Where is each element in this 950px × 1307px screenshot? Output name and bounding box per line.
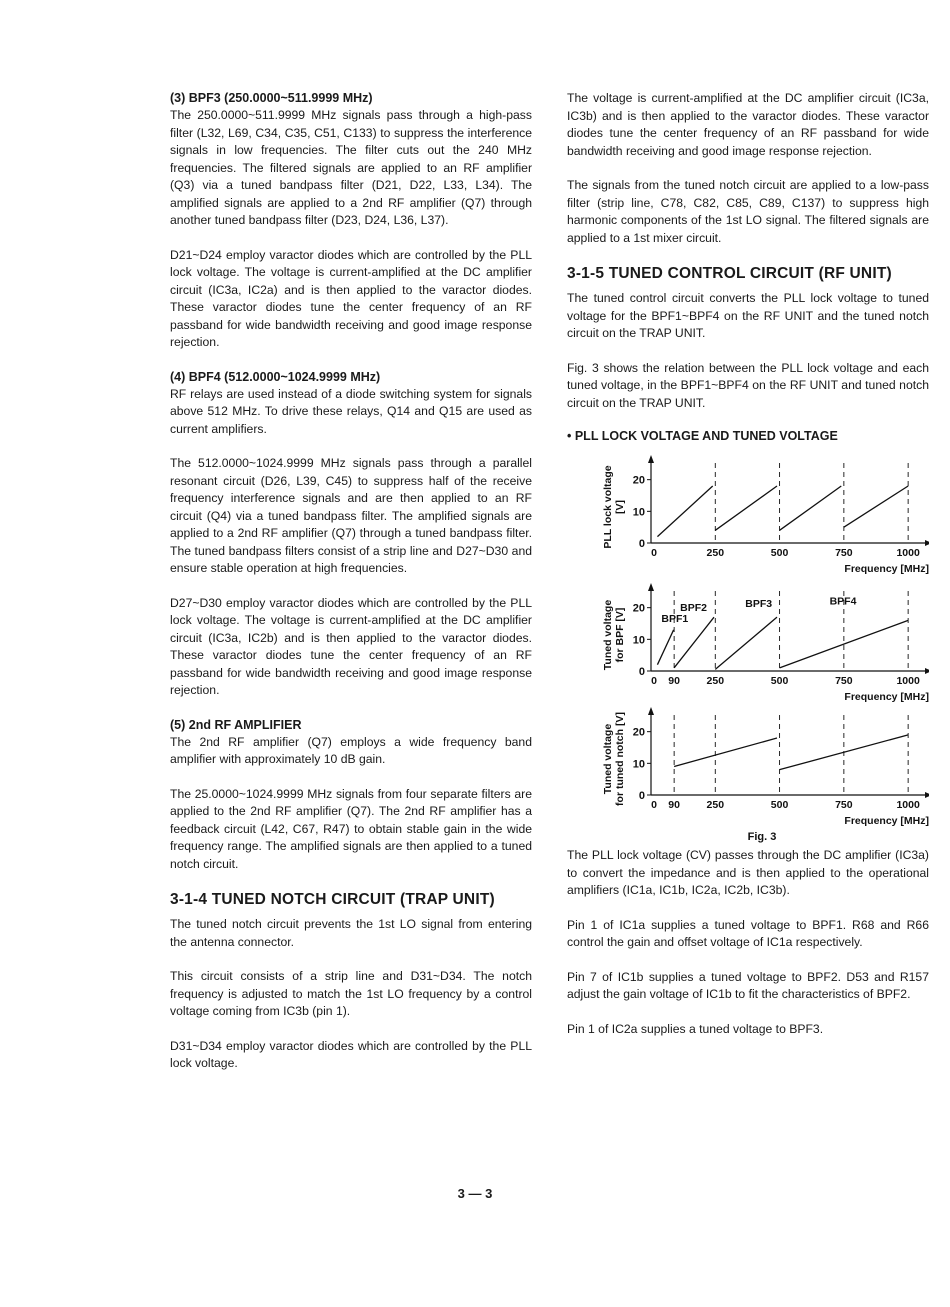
chart-1-series-label-bpf2: BPF2 (680, 602, 707, 615)
bpf4-paragraph-2: The 512.0000~1024.9999 MHz signals pass through a parallel resonant circuit (D26, L39, C45) to suppress half of the receive frequency interference signals and are then applied to an RF circuit (Q4) via a tuned bandpass filter. The amplified signals are applied to a 2nd RF amplifier (Q7) through a tuned bandpass filter. The tuned bandpass filters consist of a strip line and D27~D30 and ensure stable operation at high frequencies. (170, 456, 532, 575)
chart-0-y-tick-label-10: 10 (632, 506, 645, 519)
chart-2-y-label: Tuned voltagefor tuned notch [V] (602, 712, 626, 806)
rf2-paragraph-2: The 25.0000~1024.9999 MHz signals from four separate filters are applied to the 2nd RF amplifier (Q7). The 2nd RF amplifier has a feedback circuit (L42, C67, R47) to obtain stable gain in the wide frequency range. The amplified signals are then applied to a tuned notch circuit. (170, 786, 532, 871)
chart-1-series-label-bpf4: BPF4 (829, 595, 857, 608)
chart-1-x-tick-label-0: 0 (651, 675, 657, 687)
chart-1-y-tick-label-10: 10 (632, 634, 645, 647)
right-paragraph-6: Pin 1 of IC1a supplies a tuned voltage to BPF1. R68 and R66 control the gain and offset voltage of IC1a respectively. (567, 917, 929, 949)
chart-1-x-tick-label-250: 250 (706, 675, 725, 687)
chart-2-y-arrow (648, 707, 654, 715)
chart-0-series-3 (844, 486, 908, 527)
chart-2-y-tick-label-10: 10 (632, 758, 645, 771)
figure-3-charts (567, 447, 929, 847)
chart-0-x-tick-label-500: 500 (770, 547, 789, 559)
chart-0-series-0 (657, 486, 712, 537)
chart-2-x-tick-label-750: 750 (835, 799, 853, 811)
right-paragraph-3: The tuned control circuit converts the PLL lock voltage to tuned voltage for the BPF1~BPF4 on the RF UNIT and the tuned notch circuit on the TRAP UNIT. (567, 291, 929, 340)
figure-heading: • PLL LOCK VOLTAGE AND TUNED VOLTAGE (567, 429, 838, 443)
bpf3-paragraph-1: The 250.0000~511.9999 MHz signals pass through a high-pass filter (L32, L69, C34, C35, C51, C133) to suppress the interference signals in low frequencies. The filter cuts out the 240 MHz frequencies. The filtered signals are applied to an RF amplifier (Q3) via a tuned bandpass filter (D21, D22, L33, L34). The amplified signals are applied to a 2nd RF amplifier (Q7) through another tuned bandpass filter (D23, D24, L36, L37). (170, 108, 532, 227)
chart-2-x-tick-label-1000: 1000 (896, 799, 920, 811)
chart-1-y-tick-label-20: 20 (632, 602, 645, 615)
chart-1-x-arrow (925, 668, 929, 674)
bpf3-paragraph-2: D21~D24 employ varactor diodes which are controlled by the PLL lock voltage. The voltage is current-amplified at the DC amplifier circuit (IC3a, IC2a) and is then applied to the varactor diodes. These varactor diodes tune the center frequency of an RF passband for wide bandwidth receiving and good image response rejection. (170, 247, 532, 349)
chart-0-y-tick-label-20: 20 (632, 474, 645, 487)
chart-1-x-tick-label-90: 90 (668, 675, 680, 687)
chart-1-series-label-bpf3: BPF3 (745, 598, 773, 611)
chart-2-x-tick-label-250: 250 (706, 799, 725, 811)
right-paragraph-1: The voltage is current-amplified at the DC amplifier circuit (IC3a, IC3b) and is then applied to the varactor diodes. These varactor diodes tune the center frequency of an RF passband for wide bandwidth receiving and good image response rejection. (567, 91, 929, 158)
chart-0-y-tick-label-0: 0 (638, 538, 645, 550)
chart-2-x-arrow (925, 792, 929, 798)
chart-0-y-arrow (648, 455, 654, 463)
bpf4-paragraph-1: RF relays are used instead of a diode switching system for signals above 512 MHz. To drive these relays, Q14 and Q15 are used as current amplifiers. (170, 386, 532, 436)
chart-1-series-2 (715, 617, 777, 669)
right-paragraph-8: Pin 1 of IC2a supplies a tuned voltage to BPF3. (567, 1021, 824, 1036)
figure-3 (567, 447, 929, 847)
notch-paragraph-3: D31~D34 employ varactor diodes which are controlled by the PLL lock voltage. (170, 1038, 532, 1070)
chart-1-x-label: Frequency [MHz] (844, 691, 929, 703)
rf2-paragraph-1: The 2nd RF amplifier (Q7) employs a wide frequency band amplifier with approximately 10 dB gain. (170, 734, 532, 766)
chart-2-y-tick-label-20: 20 (632, 726, 645, 739)
chart-2-x-tick-label-500: 500 (770, 799, 789, 811)
chart-1-x-tick-label-750: 750 (835, 675, 853, 687)
chart-2-series-0 (674, 738, 777, 767)
chart-1-y-label: Tuned voltagefor BPF [V] (602, 599, 626, 671)
right-paragraph-4: Fig. 3 shows the relation between the PLL lock voltage and each tuned voltage, in the BPF1~BPF4 on the RF UNIT and tuned notch circuit on the TRAP UNIT. (567, 360, 929, 410)
tuned-control-heading: 3-1-5 TUNED CONTROL CIRCUIT (RF UNIT) (567, 265, 892, 282)
chart-1-y-tick-label-0: 0 (638, 666, 645, 678)
chart-1-y-arrow (648, 583, 654, 591)
notch-paragraph-1: The tuned notch circuit prevents the 1st LO signal from entering the antenna connector. (170, 917, 532, 949)
left-column (170, 90, 532, 1090)
notch-paragraph-2: This circuit consists of a strip line and D31~D34. The notch frequency is adjusted to match the 1st LO frequency by a control voltage coming from IC3b (pin 1). (170, 969, 532, 1018)
chart-0-x-tick-label-250: 250 (706, 547, 725, 559)
chart-2-x-tick-label-90: 90 (668, 799, 680, 811)
chart-0-y-label: PLL lock voltage[V] (602, 465, 626, 549)
chart-1-series-0 (657, 630, 673, 665)
chart-1-series-label-bpf1: BPF1 (661, 612, 689, 625)
bpf4-paragraph-3: D27~D30 employ varactor diodes which are controlled by the PLL lock voltage. The voltage is current-amplified at the DC amplifier circuit (IC3a, IC2b) and is then applied to the varactor diodes. These varactor diodes tune the center frequency of an RF passband for wide bandwidth receiving and good image response rejection. (170, 595, 532, 697)
chart-0-series-1 (715, 486, 777, 530)
chart-0-x-label: Frequency [MHz] (844, 563, 929, 575)
rf2-heading: (5) 2nd RF AMPLIFIER (170, 717, 302, 732)
right-column (567, 90, 929, 1055)
notch-heading: 3-1-4 TUNED NOTCH CIRCUIT (TRAP UNIT) (170, 891, 495, 908)
chart-2-x-label: Frequency [MHz] (844, 815, 929, 827)
chart-0-x-tick-label-750: 750 (835, 547, 853, 559)
chart-0-x-tick-label-0: 0 (651, 547, 657, 559)
figure-caption: Fig. 3 (747, 831, 777, 843)
page-number: 3 — 3 (457, 1186, 493, 1201)
bpf3-heading: (3) BPF3 (250.0000~511.9999 MHz) (170, 91, 373, 105)
bpf4-heading: (4) BPF4 (512.0000~1024.9999 MHz) (170, 369, 381, 384)
chart-2-x-tick-label-0: 0 (651, 799, 657, 811)
chart-0-x-tick-label-1000: 1000 (896, 547, 920, 559)
right-paragraph-7: Pin 7 of IC1b supplies a tuned voltage to BPF2. D53 and R157 adjust the gain voltage of IC1b to fit the characteristics of BPF2. (567, 969, 929, 1001)
chart-1-x-tick-label-500: 500 (770, 675, 789, 687)
chart-0-x-arrow (925, 540, 929, 546)
right-paragraph-5: The PLL lock voltage (CV) passes through the DC amplifier (IC3a) to convert the impedance and is then applied to the operational amplifiers (IC1a, IC1b, IC2a, IC2b, IC3b). (567, 848, 929, 897)
chart-1-x-tick-label-1000: 1000 (896, 675, 920, 687)
chart-2-y-tick-label-0: 0 (638, 790, 645, 802)
chart-0-series-2 (780, 486, 842, 530)
right-paragraph-2: The signals from the tuned notch circuit are applied to a low-pass filter (strip line, C78, C82, C85, C89, C137) to suppress high harmonic components of the 1st LO signal. The filtered signals are applied to a 1st mixer circuit. (567, 178, 929, 245)
